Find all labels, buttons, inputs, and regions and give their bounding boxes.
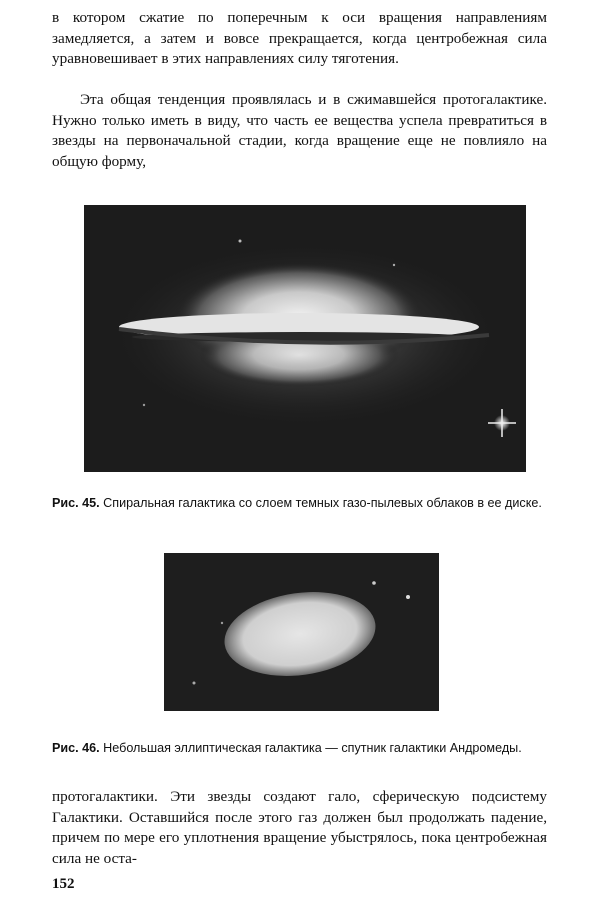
figure-45-number: Рис. 45. (52, 496, 100, 510)
figure-elliptical-galaxy-image (164, 553, 439, 711)
figure-46-number: Рис. 46. (52, 741, 100, 755)
figure-spiral-galaxy-image (84, 205, 526, 472)
figure-45-caption-text: Спиральная галактика со слоем темных газо-пылевых облаков в ее диске. (103, 496, 542, 510)
spiral-galaxy-photo (84, 205, 526, 472)
figure-45-caption (52, 495, 547, 511)
elliptical-galaxy-photo (164, 553, 439, 711)
paragraph-second: Эта общая тенденция проявлялась и в сжимавшейся протогалактике. Нужно только иметь в виду, что часть ее вещества успела превратиться в звезды на первоначальной стадии, когда вращение еще не повлияло на общую форму, (52, 91, 547, 170)
page-number: 152 (52, 876, 75, 892)
paragraph-top: в котором сжатие по поперечным к оси вращения направлениям замедляется, а затем и вовсе прекращается, когда центробежная сила уравновешивает в этих направлениях силу тяготения. (52, 9, 547, 67)
figure-46-caption (52, 740, 547, 756)
figure-46-caption-text: Небольшая эллиптическая галактика — спутник галактики Андромеды. (103, 741, 522, 755)
paragraph-bottom: протогалактики. Эти звезды создают гало, сферическую подсистему Галактики. Оставшийся после этого газ должен был продолжать падение, причем по мере его уплотнения вращение убыстрялось, пока центробежная сила не оста- (52, 788, 547, 867)
